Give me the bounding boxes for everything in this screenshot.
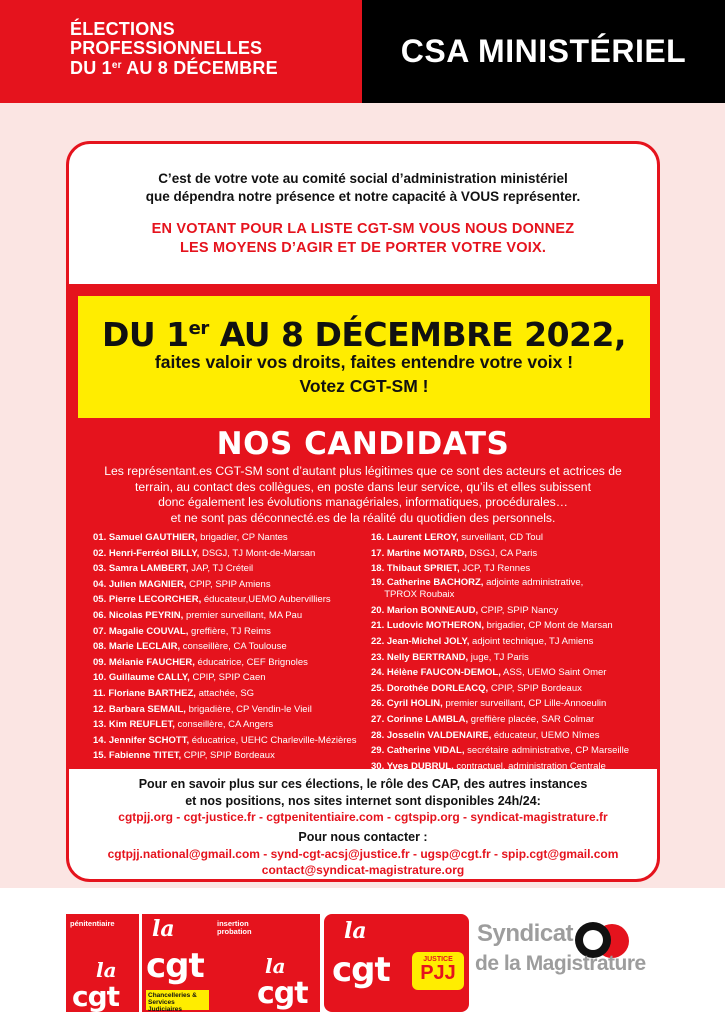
candidate-role: éducateur, UEMO Nîmes [491,729,600,741]
candidate-role: brigadière, CP Vendin-le Vieil [185,703,312,715]
candidate-item [371,696,653,712]
candidate-item [93,577,363,593]
candidate-number: 22. [371,635,387,647]
candidate-number: 15. [93,750,109,762]
candidate-role: ASS, UEMO Saint Omer [500,667,607,679]
candidate-item [93,733,363,749]
candidate-number: 03. [93,563,109,575]
candidate-number: 26. [371,698,387,710]
candidate-number: 01. [93,532,109,543]
candidate-item [93,530,363,546]
candidate-name: Hélène FAUCON-DEMOL, [386,667,501,679]
candidate-role: greffière placée, SAR Colmar [468,713,595,725]
candidates-list-right [371,530,653,774]
candidate-role: brigadier, CP Nantes [197,532,288,543]
candidate-item [93,561,363,577]
candidate-role: adjointe administrative, [483,576,584,588]
candidate-item [371,546,653,562]
candidate-name: Kim REUFLET, [108,719,175,731]
header-banner [0,0,725,103]
candidate-name: Samuel GAUTHIER, [108,532,198,543]
candidate-number: 21. [371,620,387,632]
candidate-name: Josselin VALDENAIRE, [386,729,492,741]
candidate-item [371,603,653,619]
candidate-name: Magalie COUVAL, [108,625,189,637]
header-line-1: ÉLECTIONS [70,19,175,39]
candidate-item [371,728,653,744]
candidate-role: éducateur,UEMO Aubervilliers [201,594,331,606]
candidate-item [93,639,363,655]
intro-call-to-action: EN VOTANT POUR LA LISTE CGT-SM VOUS NOUS DONNEZ LES MOYENS D’AGIR ET DE PORTER VOTRE VOIX. [151,221,575,256]
candidate-role: attachée, SG [195,687,255,699]
candidate-item [93,546,363,562]
candidate-name: Samra LAMBERT, [108,563,189,575]
candidate-role: CPIP, SPIP Bordeaux [488,682,582,694]
candidate-number: 27. [371,713,387,725]
candidate-role: CPIP, SPIP Bordeaux [181,750,275,762]
vote-date-box [78,296,650,418]
candidate-name: Thibaut SPRIET, [386,563,460,575]
candidates-title: NOS CANDIDATS [216,426,510,462]
candidate-name: Marie LECLAIR, [108,641,181,653]
candidate-name: Cyril HOLIN, [386,698,443,710]
candidate-item [93,624,363,640]
logo-syndicat-magistrature: Syndicat de la Magistrature [475,920,646,975]
contact-emails[interactable]: cgtpjj.national@gmail.com - synd-cgt-acsj@justice.fr - ugsp@cgt.fr - spip.cgt@gmail.com [107,846,619,861]
candidate-item [371,530,653,546]
logo-cgt-pjj: la cgt JUSTICE PJJ [324,914,469,1012]
logo-cgt-insertion-probation: insertion probation la cgt [213,914,320,1012]
candidate-number: 06. [93,609,109,621]
candidate-number: 14. [93,734,109,746]
candidate-item [371,577,653,603]
candidate-name: Martine MOTARD, [386,547,467,559]
candidate-number: 25. [371,682,387,694]
candidate-number: 24. [371,667,387,679]
candidate-item [93,702,363,718]
candidate-name: Julien MAGNIER, [108,578,187,590]
candidate-name: Fabienne TITET, [108,750,182,762]
candidates-description: Les représentant.es CGT-SM sont d’autant plus légitimes que ce sont des acteurs et actrices de terrain, au contact des collègues, en poste dans leur service, qu’ils et elles subissent donc également les évolutions managériales, informatiques, procédurales… et ne sont pas déconnecté.es de la réalité du quotidien des personnels. [104,464,622,525]
candidate-number: 07. [93,625,109,637]
vote-date-title: DU 1er AU 8 DÉCEMBRE 2022, [102,315,626,354]
main-panel [66,141,660,882]
candidate-name: Ludovic MOTHERON, [386,620,484,632]
candidate-name: Dorothée DORLEACQ, [386,682,489,694]
candidate-item [371,561,653,577]
candidate-number: 11. [93,687,109,699]
candidate-name: Catherine BACHORZ, [386,576,484,588]
candidate-name: Barbara SEMAIL, [108,703,186,715]
election-dates-block [0,0,362,103]
candidate-item [93,717,363,733]
candidate-number: 29. [371,745,387,757]
candidate-role: premier surveillant, CP Lille-Annoeulin [442,698,607,710]
candidate-name: Marion BONNEAUD, [386,604,479,616]
candidate-number: 19. [371,576,387,588]
intro-text: C’est de votre vote au comité social d’administration ministériel que dépendra notre présence et notre capacité à VOUS représenter. [145,171,581,204]
candidate-role: CPIP, SPIP Amiens [186,578,271,590]
candidate-number: 02. [93,547,109,559]
header-line-2: PROFESSIONNELLES [70,37,263,58]
candidates-list-left [93,530,363,764]
candidate-item [371,712,653,728]
candidate-number: 28. [371,729,387,741]
candidate-item [371,681,653,697]
pjj-badge: JUSTICE PJJ [412,952,464,990]
candidate-role: greffière, TJ Reims [188,625,271,637]
contact-section [69,769,657,882]
candidate-role: secrétaire administrative, CP Marseille [464,745,630,757]
candidate-item [93,608,363,624]
vote-line-2: Votez CGT-SM ! [299,376,429,396]
candidate-role: juge, TJ Paris [468,651,529,663]
candidate-item [93,655,363,671]
candidate-number: 09. [93,656,109,668]
candidate-number: 04. [93,578,109,590]
candidate-name: Floriane BARTHEZ, [108,687,196,699]
csa-title: CSA MINISTÉRIEL [400,33,687,69]
candidate-name: Jean-Michel JOLY, [386,635,470,647]
candidate-name: Pierre LECORCHER, [108,594,202,606]
candidate-item [93,748,363,764]
candidate-role-cont: TPROX Roubaix [371,589,455,601]
candidate-name: Mélanie FAUCHER, [108,656,195,668]
candidate-item [93,592,363,608]
candidate-item [93,686,363,702]
candidate-role: premier surveillant, MA Pau [183,609,303,621]
candidate-role: CPIP, SPIP Caen [189,672,266,684]
candidate-number: 20. [371,604,387,616]
candidate-number: 17. [371,547,387,559]
logo-cgt-chancelleries: la cgt Chancelleries & Services Judiciaires [142,914,213,1012]
candidate-number: 12. [93,703,109,715]
logo-cgt-penitentiaire: pénitentiaire la cgt [66,914,139,1012]
logos-strip [0,888,725,1024]
contact-label: Pour nous contacter : [298,830,428,844]
candidate-role: adjoint technique, TJ Amiens [469,635,594,647]
candidate-item [371,634,653,650]
candidate-item [93,670,363,686]
candidate-number: 13. [93,719,109,731]
candidate-number: 18. [371,563,387,575]
candidate-role: conseillère, CA Angers [174,719,274,731]
candidate-item [371,665,653,681]
candidate-name: Corinne LAMBLA, [386,713,469,725]
info-line-1: Pour en savoir plus sur ces élections, le rôle des CAP, des autres instances [138,777,588,791]
candidate-number: 10. [93,672,109,684]
intro-section [69,144,657,284]
vote-line-1: faites valoir vos droits, faites entendre votre voix ! [154,352,574,372]
candidate-number: 23. [371,651,387,663]
info-line-2: et nos positions, nos sites internet sont disponibles 24h/24: [185,793,541,808]
candidate-role: conseillère, CA Toulouse [180,641,287,653]
candidate-number: 16. [371,532,387,543]
candidate-role: surveillant, CD Toul [458,532,543,543]
contact-email-sm[interactable]: contact@syndicat-magistrature.org [261,862,465,877]
candidate-role: CPIP, SPIP Nancy [478,604,559,616]
candidate-role: DSGJ, TJ Mont-de-Marsan [199,547,316,559]
candidate-item [371,650,653,666]
candidate-role: brigadier, CP Mont de Marsan [483,620,613,632]
candidate-role: éducatrice, UEHC Charleville-Mézières [189,734,357,746]
csa-title-block [362,0,725,103]
candidate-number: 30. [371,760,387,772]
candidate-role: éducatrice, CEF Brignoles [194,656,308,668]
websites-link[interactable]: cgtpjj.org - cgt-justice.fr - cgtpenitentiaire.com - cgtspip.org - syndicat-magistrature.fr [118,810,608,824]
candidate-role: JAP, TJ Créteil [188,563,254,575]
candidate-item [371,743,653,759]
candidate-name: Yves DUBRUL, [386,760,454,772]
candidate-name: Henri-Ferréol BILLY, [108,547,200,559]
candidate-name: Nicolas PEYRIN, [108,609,184,621]
candidate-item [371,618,653,634]
candidate-name: Laurent LEROY, [386,532,459,543]
candidate-role: DSGJ, CA Paris [466,547,538,559]
candidate-name: Catherine VIDAL, [386,745,465,757]
header-line-3: DU 1er AU 8 DÉCEMBRE [70,58,278,78]
candidate-role: JCP, TJ Rennes [459,563,531,575]
candidate-number: 05. [93,594,109,606]
candidate-name: Jennifer SCHOTT, [108,734,190,746]
candidate-role: contractuel, administration Centrale [453,760,606,772]
candidate-name: Nelly BERTRAND, [386,651,469,663]
candidate-number: 08. [93,641,109,653]
candidate-name: Guillaume CALLY, [108,672,190,684]
